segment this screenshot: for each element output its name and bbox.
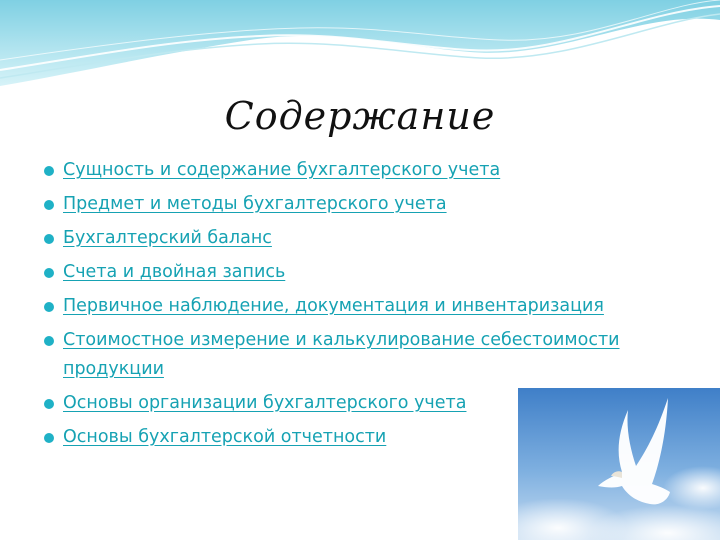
list-item — [10, 190, 700, 219]
contents-link[interactable]: Основы организации бухгалтерского учета — [63, 393, 467, 413]
bullet-icon — [44, 200, 54, 210]
bullet-icon — [44, 433, 54, 443]
dove-photo — [518, 388, 720, 540]
bullet-icon — [44, 234, 54, 244]
contents-link[interactable]: Сущность и содержание бухгалтерского учета — [63, 160, 501, 180]
contents-link[interactable]: Первичное наблюдение, документация и инвентаризация — [63, 296, 604, 316]
slide-title: Содержание — [224, 94, 496, 138]
bullet-icon — [44, 166, 54, 176]
contents-link[interactable]: Предмет и методы бухгалтерского учета — [63, 194, 447, 214]
bullet-icon — [44, 336, 54, 346]
contents-link[interactable]: Стоимостное измерение и калькулирование себестоимости продукции — [63, 330, 620, 379]
list-item — [10, 224, 700, 253]
bullet-icon — [44, 399, 54, 409]
bullet-icon — [44, 268, 54, 278]
list-item — [10, 326, 700, 384]
contents-link[interactable]: Бухгалтерский баланс — [63, 228, 272, 248]
bullet-icon — [44, 302, 54, 312]
header-wave-decoration — [0, 0, 720, 90]
list-item — [10, 292, 700, 321]
list-item — [10, 258, 700, 287]
contents-link[interactable]: Основы бухгалтерской отчетности — [63, 427, 387, 447]
contents-link[interactable]: Счета и двойная запись — [63, 262, 286, 282]
list-item — [10, 156, 700, 185]
